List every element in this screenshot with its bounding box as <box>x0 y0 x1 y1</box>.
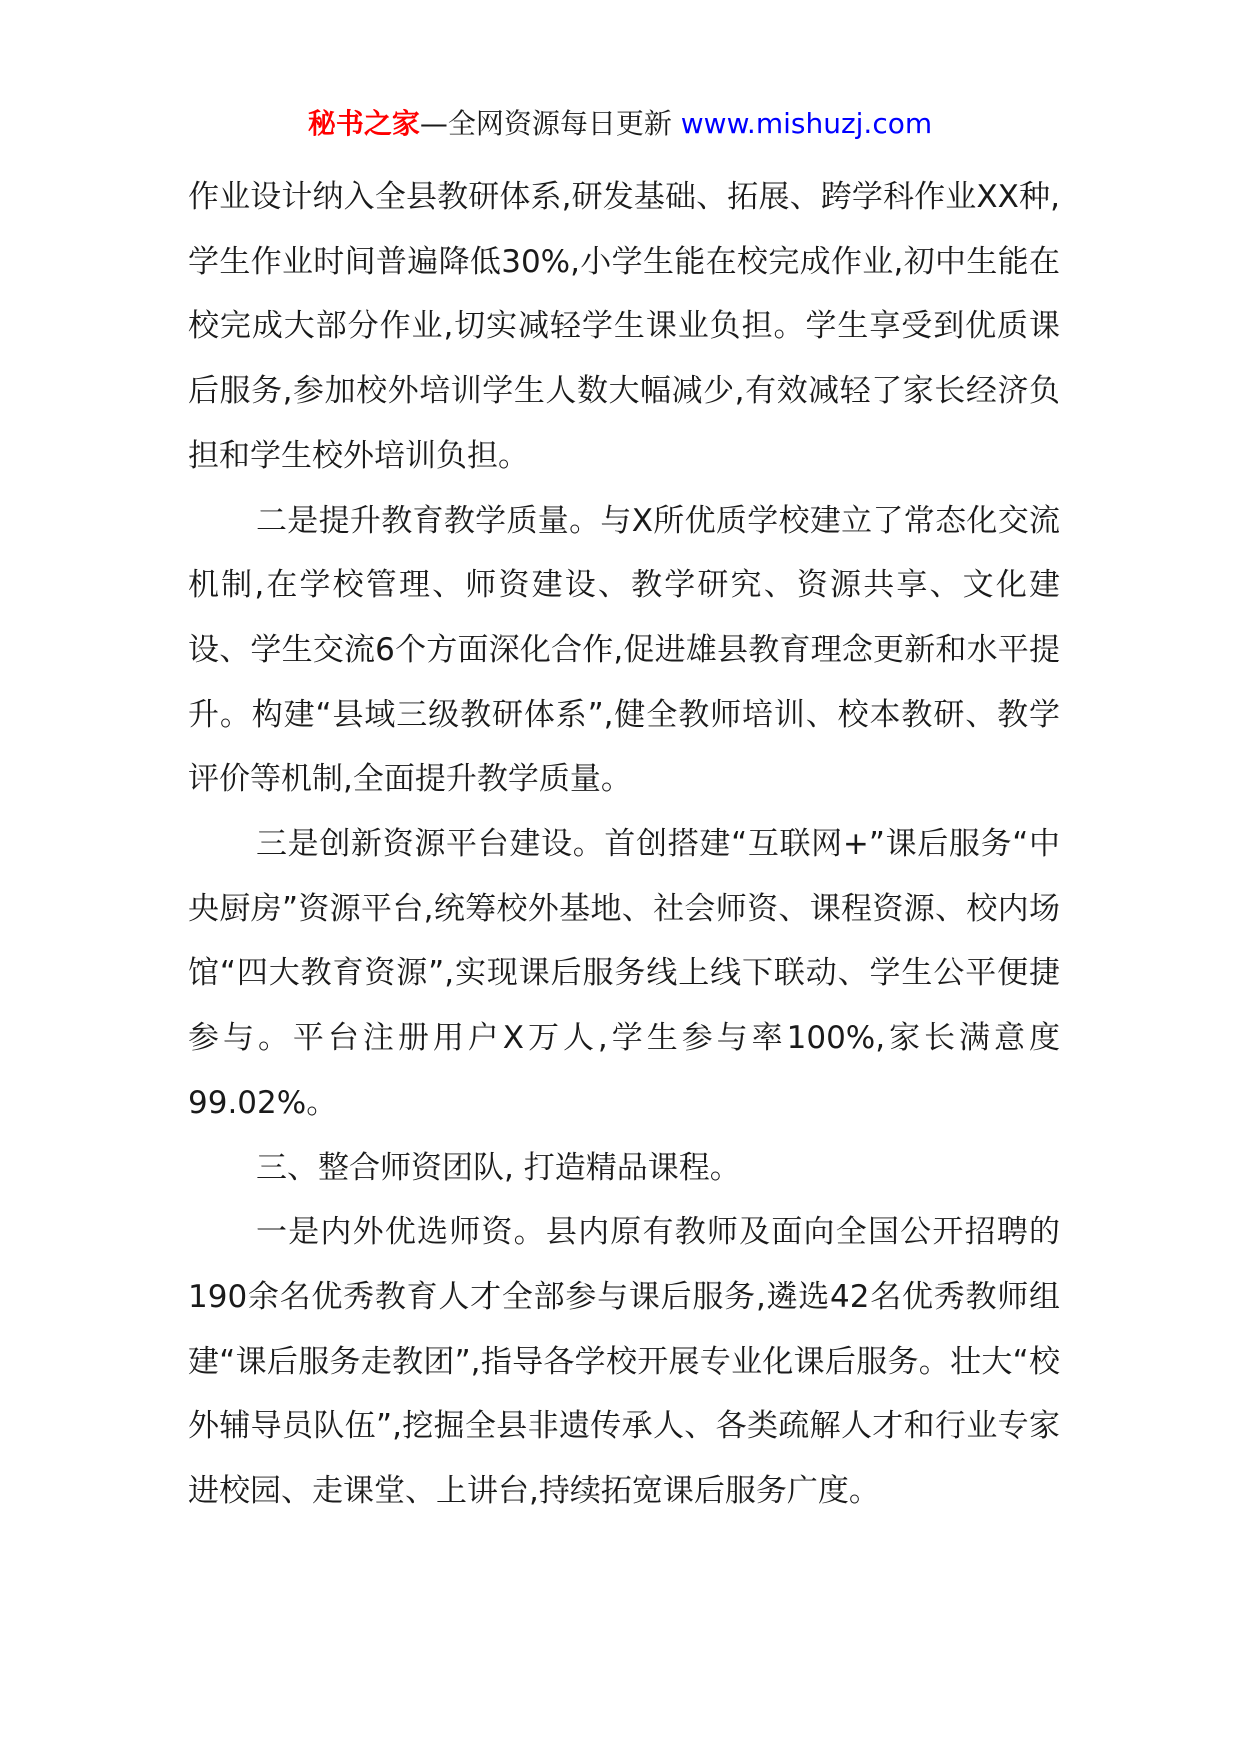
brand-name: 秘书之家 <box>307 107 420 140</box>
paragraph-teacher-selection: 一是内外优选师资。县内原有教师及面向全国公开招聘的190余名优秀教育人才全部参与课后服务,遴选42名优秀教师组建“课后服务走教团”,指导各学校开展专业化课后服务。壮大“校外辅导员队伍”,挖掘全县非遗传承人、各类疏解人才和行业专家进校园、走课堂、上讲台,持续拓宽课后服务广度。 <box>188 1214 1060 1510</box>
section-heading-teachers: 三、整合师资团队, 打造精品课程。 <box>256 1149 741 1186</box>
site-url[interactable]: www.mishuzj.com <box>680 107 933 140</box>
page-header <box>0 104 1240 144</box>
paragraph-resource-platform: 三是创新资源平台建设。首创搭建“互联网+”课后服务“中央厨房”资源平台,统筹校外基地、社会师资、课程资源、校内场馆“四大教育资源”,实现课后服务线上线下联动、学生公平便捷参与。平台注册用户X万人,学生参与率100%,家长满意度99.02%。 <box>188 826 1060 1121</box>
paragraph-continuation: 作业设计纳入全县教研体系,研发基础、拓展、跨学科作业XX种,学生作业时间普遍降低30%,小学生能在校完成作业,初中生能在校完成大部分作业,切实减轻学生课业负担。学生享受到优质课后服务,参加校外培训学生人数大幅减少,有效减轻了家长经济负担和学生校外培训负担。 <box>188 179 1060 474</box>
document-body <box>188 165 1060 1524</box>
paragraph-teaching-quality: 二是提升教育教学质量。与X所优质学校建立了常态化交流机制,在学校管理、师资建设、教学研究、资源共享、文化建设、学生交流6个方面深化合作,促进雄县教育理念更新和水平提升。构建“县域三级教研体系”,健全教师培训、校本教研、教学评价等机制,全面提升教学质量。 <box>188 502 1060 798</box>
header-tagline: —全网资源每日更新 <box>419 107 681 140</box>
